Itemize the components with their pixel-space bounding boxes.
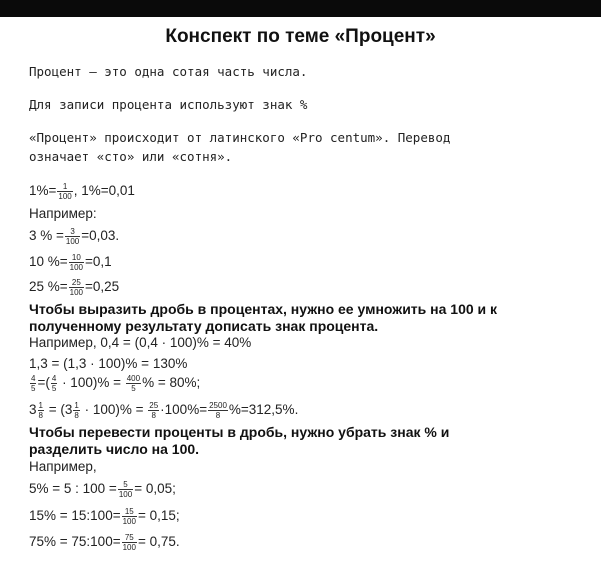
example-row: Например, 0,4 = (0,4 · 100)% = 40% — [29, 335, 252, 350]
rule-percent-to-fraction-1: Чтобы перевести проценты в дробь, нужно убрать знак % и — [29, 424, 450, 440]
example-row: 3 % = $\frac{3}{100}$ =0,03. — [29, 227, 120, 246]
example-label: Например, — [29, 459, 97, 474]
example-row: 25 %= $\frac{25}{100}$ =0,25 — [29, 278, 120, 297]
percent-sign-line: Для записи процента используют знак % — [29, 97, 308, 112]
example-row: 3 $\frac{1}{8}$ = (3 $\frac{1}{8}$ · 100)% = $\frac{25}{8}$ ·100%= $\frac{2500}{8}$ %=312,5%. — [29, 401, 299, 420]
rule-fraction-to-percent-2: полученному результату дописать знак процента. — [29, 318, 379, 334]
example-row: 10 %= $\frac{10}{100}$ =0,1 — [29, 253, 112, 272]
example-row: $\frac{4}{5}$ =( $\frac{4}{5}$ · 100)% = $\frac{400}{5}$ % = 80%; — [31, 374, 201, 393]
definition-line: Процент – это одна сотая часть числа. — [29, 64, 308, 79]
rule-percent-to-fraction-2: разделить число на 100. — [29, 441, 200, 457]
origin-line-2: означает «сто» или «сотня». — [29, 149, 233, 164]
top-bar — [0, 0, 601, 17]
origin-line-1: «Процент» происходит от латинского «Pro centum». Перевод — [29, 130, 451, 145]
example-row: 5% = 5 : 100 = $\frac{5}{100}$ = 0,05; — [29, 480, 176, 499]
example-row: 75% = 75:100= $\frac{75}{100}$ = 0,75. — [29, 533, 180, 552]
example-label: Например: — [29, 206, 97, 221]
example-row: 15% = 15:100= $\frac{15}{100}$ = 0,15; — [29, 507, 180, 526]
formula-one-percent: 1%= $\frac{1}{100}$ , 1%=0,01 — [29, 182, 135, 201]
example-row: 1,3 = (1,3 · 100)% = 130% — [29, 356, 188, 371]
rule-fraction-to-percent-1: Чтобы выразить дробь в процентах, нужно ее умножить на 100 и к — [29, 301, 498, 317]
page-title: Конспект по теме «Процент» — [165, 26, 436, 47]
